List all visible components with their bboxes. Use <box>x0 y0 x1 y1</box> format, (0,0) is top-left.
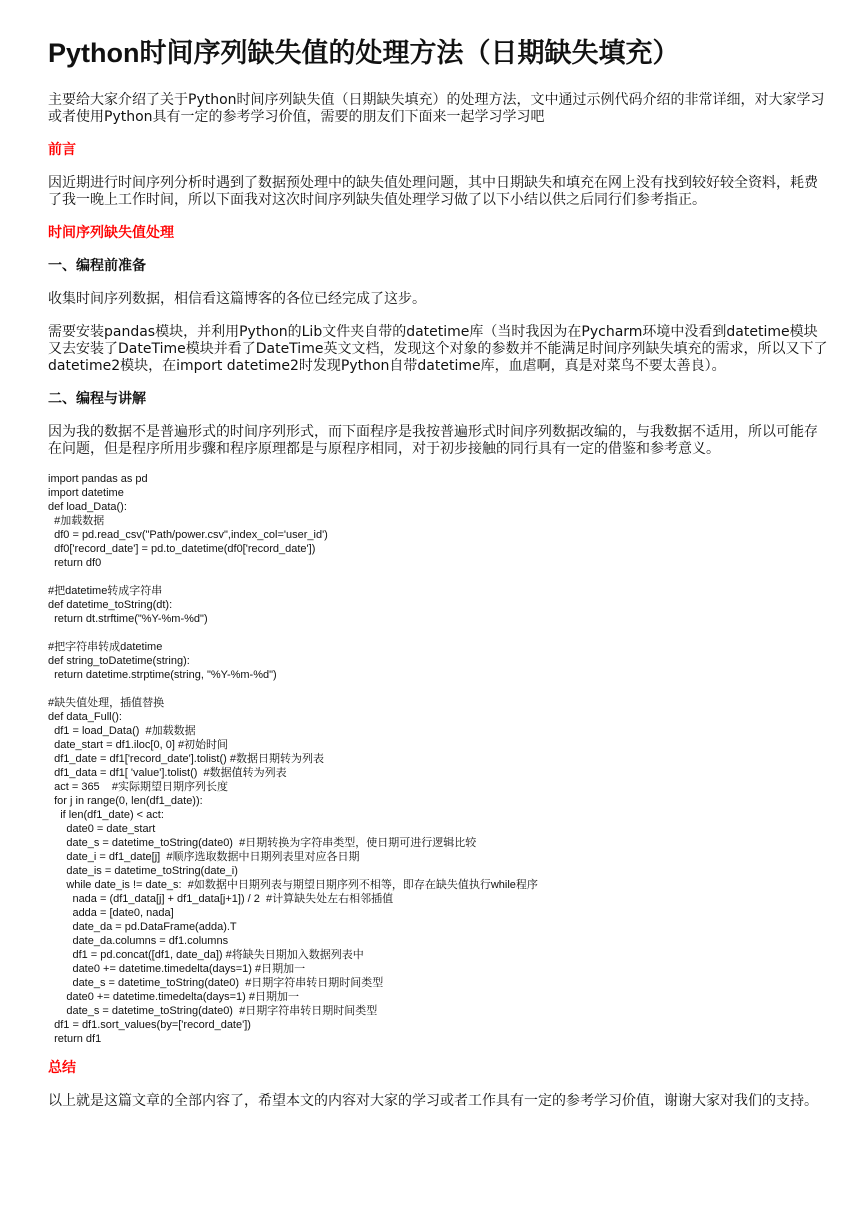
preface-heading: 前言 <box>48 142 76 158</box>
code-line: df1_data = df1[ 'value'].tolist() #数据值转为列表 <box>48 767 287 779</box>
preface-paragraph: 因近期进行时间序列分析时遇到了数据预处理中的缺失值处理问题，其中日期缺失和填充在网上没有找到较好较全资料，耗费了我一晚上工作时间，所以下面我对这次时间序列缺失值处理学习做了以下小结以供之后同行们参考指正。 <box>48 175 818 208</box>
coding-heading: 二、编程与讲解 <box>48 391 146 407</box>
code-line: date_is = datetime_toString(date_i) <box>48 865 238 877</box>
code-line: def string_toDatetime(string): <box>48 655 190 667</box>
code-line: df0['record_date'] = pd.to_datetime(df0['record_date']) <box>48 543 316 555</box>
code-line: import pandas as pd <box>48 473 148 485</box>
code-line: date0 += datetime.timedelta(days=1) #日期加一 <box>48 963 306 975</box>
prep-heading: 一、编程前准备 <box>48 258 146 274</box>
code-line: for j in range(0, len(df1_date)): <box>48 795 203 807</box>
prep-paragraph-2: 需要安装pandas模块，并利用Python的Lib文件夹自带的datetime库（当时我因为在Pycharm环境中没看到datetime模块又去安装了DateTime模块并看了DateTime英文文档，发现这个对象的参数并不能满足时间序列缺失填充的需求，所以又下了datetime2模块，在import datetime2时发现Python自带datetime库，血虐啊，真是对菜鸟不要太善良）。 <box>48 324 828 374</box>
page-title: Python时间序列缺失值的处理方法（日期缺失填充） <box>48 38 680 68</box>
summary-heading: 总结 <box>48 1060 76 1076</box>
intro-paragraph: 主要给大家介绍了关于Python时间序列缺失值（日期缺失填充）的处理方法，文中通过示例代码介绍的非常详细，对大家学习或者使用Python具有一定的参考学习价值，需要的朋友们下面来一起学习学习吧 <box>48 92 825 125</box>
code-line: date_s = datetime_toString(date0) #日期转换为字符串类型，使日期可进行逻辑比较 <box>48 837 477 849</box>
code-line: df1_date = df1['record_date'].tolist() #数据日期转为列表 <box>48 753 324 765</box>
code-line: date_start = df1.iloc[0, 0] #初始时间 <box>48 739 229 751</box>
code-line: adda = [date0, nada] <box>48 907 174 919</box>
code-line: return datetime.strptime(string, "%Y-%m-%d") <box>48 669 277 681</box>
code-line: df0 = pd.read_csv("Path/power.csv",index_col='user_id') <box>48 529 328 541</box>
code-line <box>48 682 828 696</box>
code-line: date_s = datetime_toString(date0) #日期字符串转日期时间类型 <box>48 977 384 989</box>
summary-paragraph: 以上就是这篇文章的全部内容了，希望本文的内容对大家的学习或者工作具有一定的参考学习价值，谢谢大家对我们的支持。 <box>48 1093 818 1109</box>
code-line: return dt.strftime("%Y-%m-%d") <box>48 613 208 625</box>
code-line: act = 365 #实际期望日期序列长度 <box>48 781 229 793</box>
article <box>48 0 828 1110</box>
code-line: df1 = pd.concat([df1, date_da]) #将缺失日期加入数据列表中 <box>48 949 364 961</box>
code-line: return df1 <box>48 1033 102 1045</box>
code-line: import datetime <box>48 487 124 499</box>
code-line: df1 = df1.sort_values(by=['record_date']) <box>48 1019 251 1031</box>
code-line: date_s = datetime_toString(date0) #日期字符串转日期时间类型 <box>48 1005 378 1017</box>
code-line: df1 = load_Data() #加载数据 <box>48 725 196 737</box>
code-line: date0 = date_start <box>48 823 156 835</box>
code-line <box>48 626 828 640</box>
code-line: def datetime_toString(dt): <box>48 599 173 611</box>
code-line: #把datetime转成字符串 <box>48 585 163 597</box>
code-line: date_da.columns = df1.columns <box>48 935 229 947</box>
code-line: #加载数据 <box>48 515 105 527</box>
code-block <box>48 472 828 1046</box>
code-line: date_i = df1_date[j] #顺序选取数据中日期列表里对应各日期 <box>48 851 360 863</box>
code-line: def data_Full(): <box>48 711 122 723</box>
code-line: while date_is != date_s: #如数据中日期列表与期望日期序列不相等，即存在缺失值执行while程序 <box>48 879 538 891</box>
code-line: date0 += datetime.timedelta(days=1) #日期加一 <box>48 991 299 1003</box>
code-line: return df0 <box>48 557 102 569</box>
code-line: date_da = pd.DataFrame(adda).T <box>48 921 237 933</box>
code-line: #把字符串转成datetime <box>48 641 163 653</box>
code-line: def load_Data(): <box>48 501 127 513</box>
missing-value-heading: 时间序列缺失值处理 <box>48 225 174 241</box>
code-line <box>48 570 828 584</box>
code-line: nada = (df1_data[j] + df1_data[j+1]) / 2 #计算缺失处左右相邻插值 <box>48 893 394 905</box>
code-line: #缺失值处理，插值替换 <box>48 697 165 709</box>
prep-paragraph-1: 收集时间序列数据，相信看这篇博客的各位已经完成了这步。 <box>48 291 426 307</box>
code-line: if len(df1_date) < act: <box>48 809 164 821</box>
coding-paragraph: 因为我的数据不是普遍形式的时间序列形式，而下面程序是我按普遍形式时间序列数据改编的，与我数据不适用，所以可能存在问题，但是程序所用步骤和程序原理都是与原程序相同，对于初步接触的同行具有一定的借鉴和参考意义。 <box>48 424 818 457</box>
